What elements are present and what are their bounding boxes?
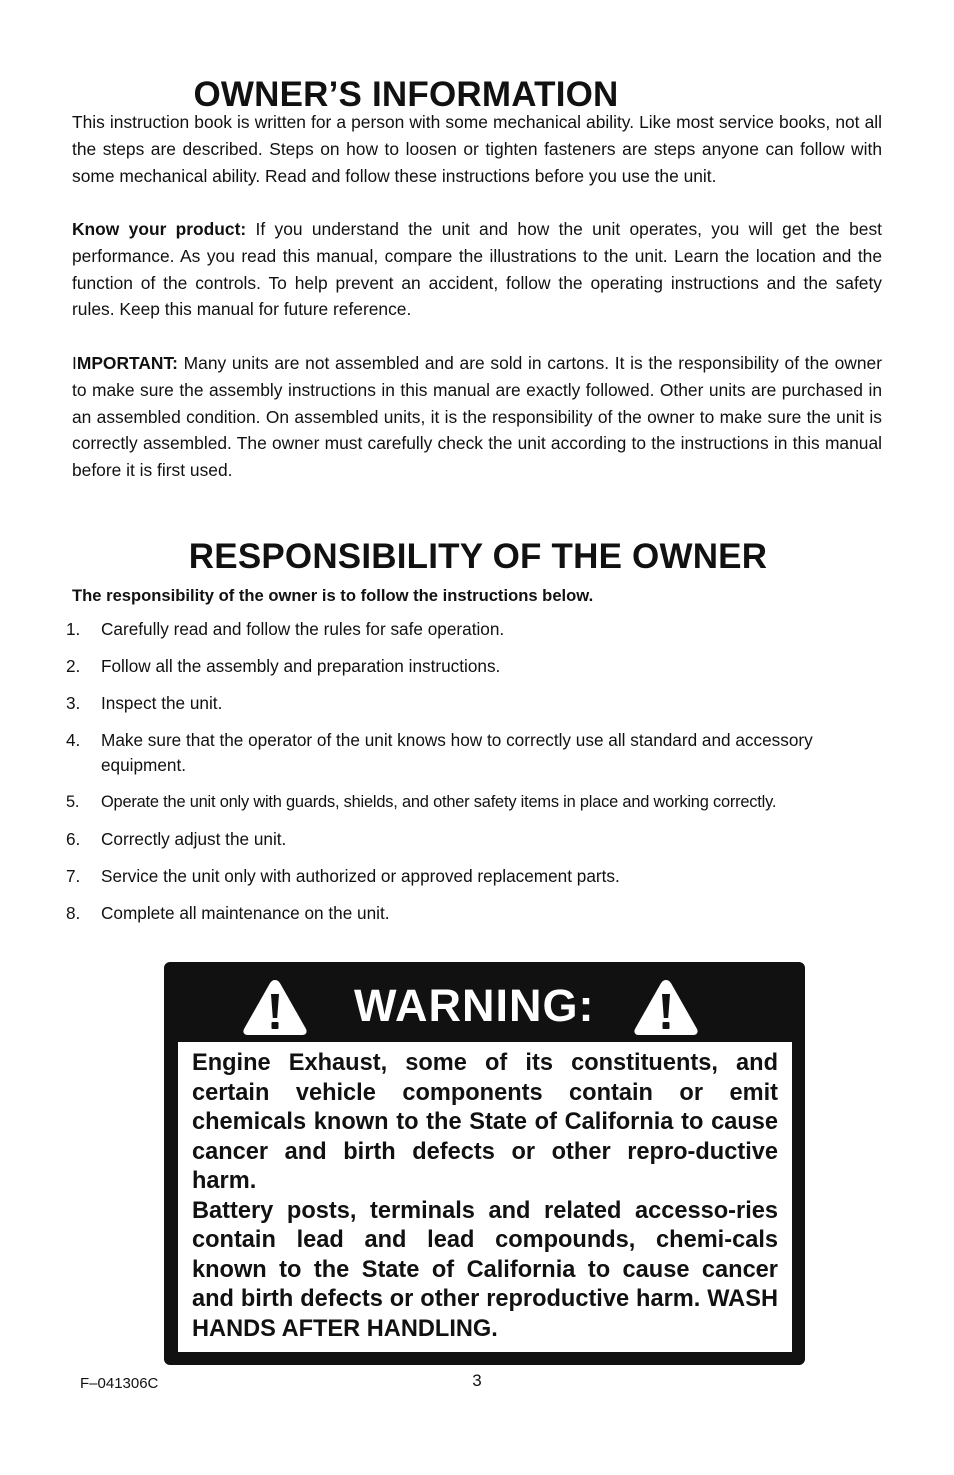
document-code: F–041306C xyxy=(80,1375,159,1392)
warning-triangle-icon xyxy=(633,978,699,1036)
intro-paragraph: This instruction book is written for a person with some mechanical ability. Like most service books, not all the steps are described. Steps on how to loosen or tighten fasteners are steps anyone can follow with some mechanical ability. Read and follow these instructions before you use the unit. xyxy=(72,112,882,186)
warning-box xyxy=(164,962,805,1365)
responsibility-intro: The responsibility of the owner is to follow the instructions below. xyxy=(72,586,594,605)
list-item xyxy=(66,864,882,889)
list-item xyxy=(66,790,882,815)
important-text: Many units are not assembled and are sold in cartons. It is the responsibility of the owner to make sure the assembly instructions in this manual are exactly followed. Other units are purchased in an assembled condition. On assembled units, it is the responsibility of the owner to make sure the unit is correctly assembled. The owner must carefully check the unit according to the instructions in this manual before it is first used. xyxy=(72,353,882,481)
list-item-number: 4. xyxy=(66,730,81,750)
responsibility-list xyxy=(66,617,882,938)
list-item xyxy=(66,901,882,926)
list-item xyxy=(66,827,882,852)
list-item-text: Inspect the unit. xyxy=(101,693,223,713)
list-item-number: 2. xyxy=(66,656,81,676)
important-paragraph xyxy=(72,350,882,484)
list-item-text: Complete all maintenance on the unit. xyxy=(101,903,390,923)
list-item xyxy=(66,728,882,778)
responsibility-heading: RESPONSIBILITY OF THE OWNER xyxy=(188,537,768,576)
list-item-number: 5. xyxy=(66,793,80,811)
warning-triangle-icon xyxy=(242,978,308,1036)
list-item xyxy=(66,691,882,716)
warning-paragraph-exhaust: Engine Exhaust, some of its constituents, and certain vehicle components contain or emit chemicals known to the State of California to cause cancer and birth defects or other repro-ductive harm. xyxy=(192,1050,778,1194)
important-label: MPORTANT: xyxy=(76,353,178,373)
list-item-text: Carefully read and follow the rules for safe operation. xyxy=(101,619,505,639)
list-item-number: 8. xyxy=(66,903,81,923)
important-label-prefix: I xyxy=(72,353,77,373)
warning-header xyxy=(164,962,805,1042)
page-number: 3 xyxy=(472,1371,482,1390)
know-your-product-label: Know your product: xyxy=(72,219,247,239)
list-item-text: Operate the unit only with guards, shields, and other safety items in place and working correctly. xyxy=(101,793,777,811)
know-your-product-paragraph xyxy=(72,216,882,323)
list-item xyxy=(66,654,882,679)
list-item-text: Correctly adjust the unit. xyxy=(101,829,287,849)
owners-information-heading: OWNER’S INFORMATION xyxy=(193,75,619,114)
list-item-text: Service the unit only with authorized or approved replacement parts. xyxy=(101,866,620,886)
list-item-number: 1. xyxy=(66,619,81,639)
warning-title: WARNING: xyxy=(354,980,595,1031)
warning-paragraph-battery: Battery posts, terminals and related accesso-ries contain lead and lead compounds, chemi-cals known to the State of California to cause cancer and birth defects or other reproductive harm. WASH HANDS AFTER HANDLING. xyxy=(192,1197,778,1342)
list-item-number: 7. xyxy=(66,866,81,886)
list-item-text: Follow all the assembly and preparation instructions. xyxy=(101,656,501,676)
list-item-number: 3. xyxy=(66,693,81,713)
list-item-text: Make sure that the operator of the unit knows how to correctly use all standard and accessory equipment. xyxy=(101,730,813,775)
list-item-number: 6. xyxy=(66,829,81,849)
list-item xyxy=(66,617,882,642)
know-your-product-text: If you understand the unit and how the unit operates, you will get the best performance. As you read this manual, compare the illustrations to the unit. Learn the location and the function of the controls. To help prevent an accident, follow the operating instructions and the safety rules. Keep this manual for future reference. xyxy=(72,219,883,320)
warning-body xyxy=(178,1042,792,1352)
